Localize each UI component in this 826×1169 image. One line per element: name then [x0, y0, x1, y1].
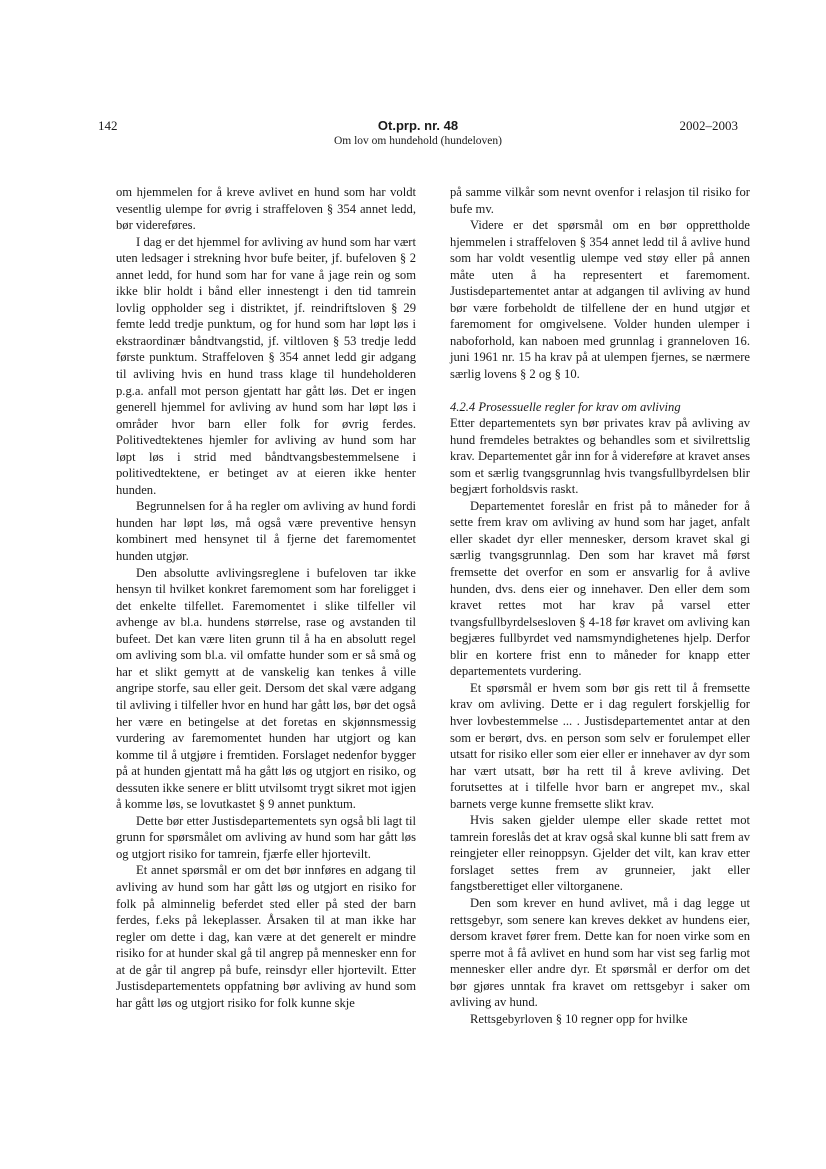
page-header: [98, 118, 738, 158]
paragraph: Hvis saken gjelder ulempe eller skade rettet mot tamrein foreslås det at krav også skal kunne bli satt frem av reingjeter eller reinoppsyn. Gjelder det vilt, kan krav etter forslaget settes frem av grunneier, jakt eller fangstberettiget eller viltorganene.: [450, 813, 750, 894]
section-heading: 4.2.4 Prosessuelle regler for krav om avliving: [450, 399, 681, 414]
document-title: Ot.prp. nr. 48: [377, 118, 459, 133]
paragraph: I dag er det hjemmel for avliving av hund som har vært uten ledsager i strekning hvor bufe beiter, jf. bufeloven § 2 annet ledd, for hund som har for vane å jage rein og som ikke blir holdt i bånd eller innestengt i den tid tamrein lovlig oppholder seg i distriktet, jf. reindriftsloven § 29 femte ledd tredje punktum, og for hund som har løpt løs i ekstraordinær båndtvangstid, jf. viltloven § 53 tredje ledd første punktum. Straffeloven § 354 annet ledd gir adgang til avliving hvis en hund trass klage til hundeholderen p.g.a. anfall mot person gjentatt har gått løs. Det er ingen generell hjemmel for avliving av hund som har løpt løs i områder hvor barn eller folk for øvrig ferdes. Politivedtektenes hjemler for avliving av hund som har løpt løs i strid med båndtvangsbestemmelsene i politivedtektene, er betinget av at eieren ikke henter hunden.: [116, 234, 416, 497]
left-column: [116, 184, 416, 1011]
right-column: [450, 184, 750, 1027]
paragraph: Videre er det spørsmål om en bør opprettholde hjemmelen i straffeloven § 354 annet ledd til å avlive hund som har voldt vesentlig ulempe ved støy eller på annen måte uten å ha representert et faremoment. Justisdepartementet antar at adgangen til avliving av hund bør være forbeholdt de tilfellene der en hund utgjør et faremoment for omgivelsene. Volder hunden ulemper i naboforhold, kan naboen med grunnlag i granneloven 16. juni 1961 nr. 15 ha krav på at ulempen fjernes, se nærmere særlig lovens § 2 og § 10.: [450, 218, 750, 382]
document-subtitle: Om lov om hundehold (hundeloven): [333, 135, 502, 147]
paragraph: Et spørsmål er hvem som bør gis rett til å fremsette krav om avliving. Dette er i dag regulert forskjellig for hver lovbestemmelse ... . Justisdepartementet antar at den som er berørt, dvs. en person som selv er forulempet eller utsatt for risiko eller som eier eller er innehaver av dyr som har vært utsatt, bør ha rett til å kreve avliving. Det forutsettes at i tilfelle hvor barn er angrepet mv., skal barnets verge kunne fremsette slikt krav.: [450, 680, 750, 811]
document-year: 2002–2003: [679, 118, 738, 133]
paragraph: Rettsgebyrloven § 10 regner opp for hvilke: [470, 1011, 688, 1026]
paragraph: Den som krever en hund avlivet, må i dag legge ut rettsgebyr, som senere kan kreves dekket av hundens eier, dersom kravet fører frem. Dette kan for noen virke som en sperre mot å få avlivet en hund som har vist seg farlig mot mennesker eller andre dyr. Et spørsmål er derfor om det bør gjøres unntak fra kravet om rettsgebyr i saker om avliving av hund.: [450, 895, 750, 1010]
paragraph: Dette bør etter Justisdepartementets syn også bli lagt til grunn for spørsmålet om avliving av hund som har gått løs og utgjort risiko for tamrein, fjærfe eller hjortevilt.: [116, 813, 416, 861]
paragraph: Departementet foreslår en frist på to måneder for å sette frem krav om avliving av hund som har jaget, anfalt eller skadet dyr eller mennesker, dersom kravet skal gi særlig tvangsgrunnlag. Den som har kravet må først fremsette det overfor en som er ansvarlig for å avlive hunden, dvs. dens eier og innehaver. Den eller dem som kravet rettes mot har krav på varsel etter tvangsfullbyrdelsesloven § 4-18 før kravet om avliving kan begjæres fullbyrdet ved namsmyndighetenes hjelp. Derfor blir en kortere frist enn to måneder for knapp etter departementets vurdering.: [450, 498, 750, 679]
paragraph: Den absolutte avlivingsreglene i bufeloven tar ikke hensyn til hvilket konkret faremoment som har foreligget i det enkelte tilfellet. Faremomentet i slike tilfeller vil avhenge av bl.a. hundens størrelse, rase og avstanden til bufeet. Det kan være liten grunn til å ha en absolutt regel om avliving som bl.a. vil omfatte hunder som er så små og har et slikt gemytt at de vanskelig kan tenkes å ville angripe storfe, sau eller geit. Dersom det skal være adgang til avliving i tilfeller hvor en hund har gått løs, bør det også her være en betingelse at det foretas en skjønnsmessig vurdering av faremomentet hunden har utgjort og kan komme til å utgjøre i fremtiden. Forslaget nedenfor bygger på at hunden gjentatt må ha gått løs og utgjort en risiko, og dessuten ikke senere er blitt utvilsomt trygt sikret mot igjen å komme løs, se lovutkastet § 9 annet punktum.: [116, 565, 416, 812]
page-number: 142: [98, 118, 118, 133]
paragraph: Et annet spørsmål er om det bør innføres en adgang til avliving av hund som har gått løs og utgjort en risiko for folk på alminnelig beferdet sted eller på sted der barn ferdes, f.eks på lekeplasser. Årsaken til at man ikke har regler om dette i dag, kan være at det generelt er mindre risiko for at hunder skal gå til angrep på mennesker enn for at de går til angrep på bufe, reinsdyr eller hjortevilt. Etter Justisdepartementets oppfatning bør avliving av hund som har gått løs og utgjort risiko for folk kunne skje: [116, 863, 416, 1010]
paragraph: på samme vilkår som nevnt ovenfor i relasjon til risiko for bufe mv.: [450, 185, 750, 216]
paragraph: Etter departementets syn bør privates krav på avliving av hund fremdeles betraktes og behandles som et sivilrettslig krav. Departementet går inn for å videreføre at kravet anses som et særlig tvangsgrunnlag hvis tvangsfullbyrdelsen blir begjært forholdsvis raskt.: [450, 416, 750, 497]
paragraph: Begrunnelsen for å ha regler om avliving av hund fordi hunden har løpt løs, må også være preventive hensyn kombinert med hensynet til å fjerne det faremomentet hunden utgjør.: [116, 499, 416, 564]
paragraph: om hjemmelen for å kreve avlivet en hund som har voldt vesentlig ulempe for øvrig i straffeloven § 354 annet ledd, bør videreføres.: [116, 185, 416, 233]
